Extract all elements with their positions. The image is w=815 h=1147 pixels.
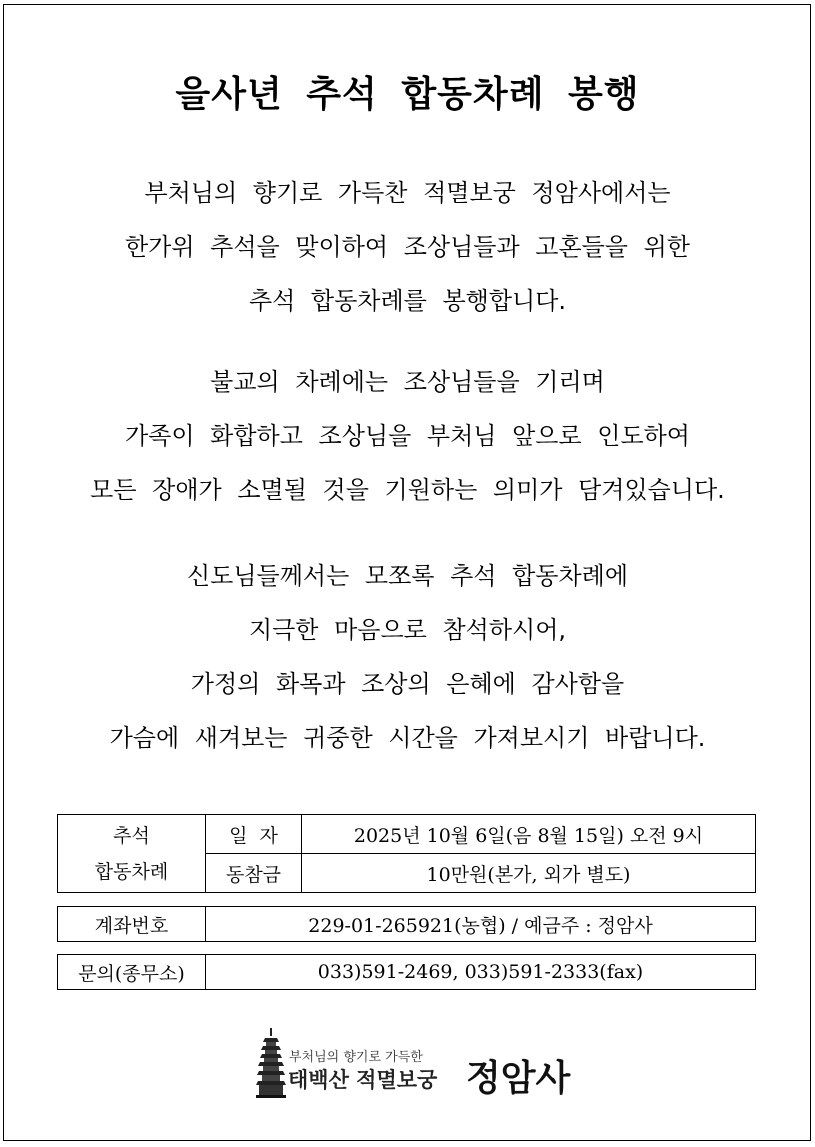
paragraph-line: 신도님들께서는 모쪼록 추석 합동차례에	[186, 562, 628, 590]
event-info-table	[57, 814, 756, 893]
table-row	[58, 815, 756, 854]
paragraph-line: 가슴에 새겨보는 귀중한 시간을 가져보시기 바랍니다.	[109, 724, 706, 752]
account-table	[57, 906, 756, 942]
logo-tagline: 부처님의 향기로 가득한	[289, 1050, 423, 1065]
logo-name: 정암사	[466, 1058, 571, 1099]
paragraph-line: 추석 합동차례를 봉행합니다.	[248, 287, 567, 315]
page-title: 을사년 추석 합동차례 봉행	[175, 74, 640, 115]
temple-logo	[255, 1028, 585, 1100]
paragraph-line: 지극한 마음으로 참석하시어,	[248, 616, 567, 644]
event-label-cell	[58, 815, 206, 893]
paragraph-2	[0, 355, 815, 517]
fee-label: 동참금	[206, 854, 302, 893]
table-row	[58, 955, 756, 990]
paragraph-line: 가족이 화합하고 조상님을 부처님 앞으로 인도하여	[124, 422, 690, 450]
event-label-line1: 추석	[113, 824, 150, 847]
paragraph-line: 모든 장애가 소멸될 것을 기원하는 의미가 담겨있습니다.	[90, 476, 725, 504]
paragraph-line: 가정의 화목과 조상의 은혜에 감사함을	[190, 670, 625, 698]
account-label: 계좌번호	[58, 907, 206, 942]
paragraph-1	[0, 166, 815, 328]
event-label-line2: 합동차례	[94, 860, 169, 883]
paragraph-line: 부처님의 향기로 가득찬 적멸보궁 정암사에서는	[144, 179, 671, 207]
paragraph-line: 불교의 차례에는 조상님들을 기리며	[210, 368, 605, 396]
logo-subtitle: 태백산 적멸보궁	[288, 1068, 438, 1092]
contact-table	[57, 954, 756, 990]
date-value: 2025년 10월 6일(음 8월 15일) 오전 9시	[302, 815, 756, 854]
date-label: 일 자	[206, 815, 302, 854]
fee-value: 10만원(본가, 외가 별도)	[302, 854, 756, 893]
contact-label: 문의(종무소)	[58, 955, 206, 990]
paragraph-3	[0, 549, 815, 765]
pagoda-icon	[255, 1028, 287, 1098]
table-row	[58, 907, 756, 942]
paragraph-line: 한가위 추석을 맞이하여 조상님들과 고혼들을 위한	[124, 233, 690, 261]
account-value: 229-01-265921(농협) / 예금주 : 정암사	[206, 907, 756, 942]
contact-value: 033)591-2469, 033)591-2333(fax)	[206, 955, 756, 990]
